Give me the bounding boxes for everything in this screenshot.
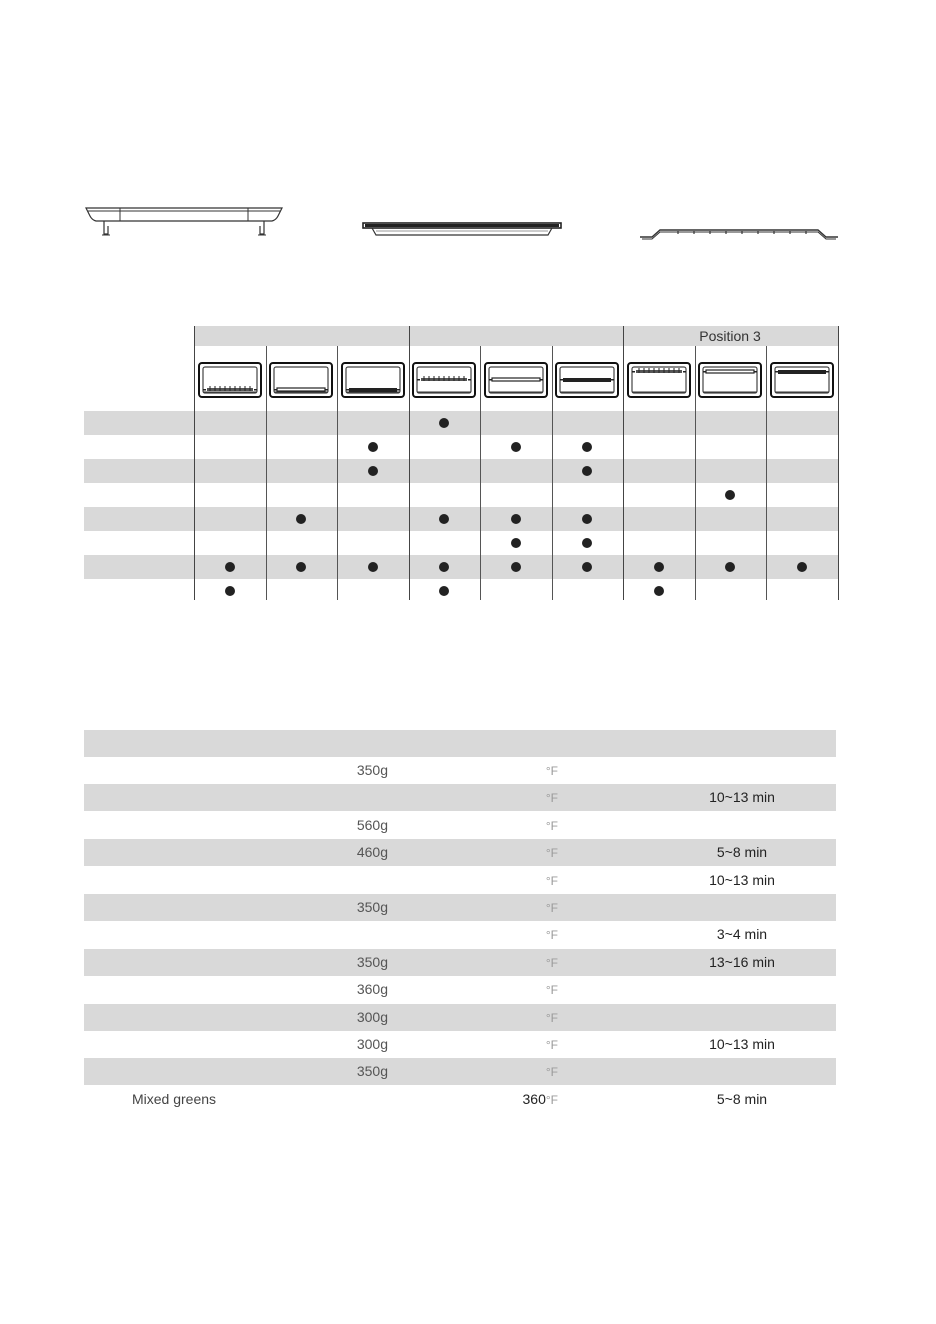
cooking-temperature <box>484 812 558 839</box>
position-mark-dot <box>368 562 378 572</box>
position-group-header-1 <box>194 326 408 346</box>
cooking-time: 10~13 min <box>709 789 775 805</box>
cooking-table-row <box>84 1031 836 1058</box>
temperature-unit: °F <box>545 764 558 778</box>
cooking-temperature <box>484 1058 558 1085</box>
food-weight: 350g <box>356 762 388 778</box>
oven-position-1c-icon <box>341 362 405 398</box>
cooking-temperature <box>484 976 558 1003</box>
cooking-temperature <box>484 894 558 921</box>
temperature-unit: °F <box>545 846 558 860</box>
food-weight: 300g <box>356 1009 388 1025</box>
position-mark-dot <box>368 466 378 476</box>
temperature-unit: °F <box>545 983 558 997</box>
column-divider <box>552 346 553 600</box>
cooking-table-row <box>84 1058 836 1085</box>
position-mark-dot <box>368 442 378 452</box>
position-mark-dot <box>225 586 235 596</box>
column-divider <box>194 326 195 600</box>
rack-position-table <box>84 326 838 600</box>
cooking-temperature <box>484 867 558 894</box>
oven-position-2a-icon <box>412 362 476 398</box>
oven-position-2b-icon <box>484 362 548 398</box>
column-divider <box>480 346 481 600</box>
position-group-header-2 <box>408 326 622 346</box>
temperature-unit: °F <box>545 874 558 888</box>
cooking-time: 3~4 min <box>716 926 768 942</box>
cooking-time: 13~16 min <box>709 954 775 970</box>
position-row <box>84 579 838 603</box>
food-weight: 350g <box>356 1063 388 1079</box>
column-divider <box>766 346 767 600</box>
cooking-table-row <box>84 812 836 839</box>
temperature-unit: °F <box>545 819 558 833</box>
cooking-table-row <box>84 1004 836 1031</box>
cooking-time <box>696 894 788 921</box>
food-weight: 350g <box>356 954 388 970</box>
temperature-unit: °F <box>545 1038 558 1052</box>
position-row <box>84 531 838 555</box>
cooking-time <box>696 1058 788 1085</box>
position-mark-dot <box>511 514 521 524</box>
cooking-time <box>696 1004 788 1031</box>
cooking-table-row <box>84 784 836 811</box>
cooking-time: 5~8 min <box>716 1091 768 1107</box>
accessory-wire-rack <box>638 224 840 242</box>
cooking-table-row <box>84 1086 836 1113</box>
food-weight <box>348 867 388 894</box>
column-divider <box>266 346 267 600</box>
column-divider <box>337 346 338 600</box>
cooking-table-row <box>84 894 836 921</box>
oven-position-2c-icon <box>555 362 619 398</box>
position-mark-dot <box>797 562 807 572</box>
temperature-unit: °F <box>545 928 558 942</box>
cooking-temperature <box>484 784 558 811</box>
oven-position-3a-icon <box>627 362 691 398</box>
cooking-table-header <box>84 730 836 757</box>
temperature-unit: °F <box>545 1093 558 1107</box>
cooking-temperature <box>484 1031 558 1058</box>
food-weight: 460g <box>356 844 388 860</box>
temperature-unit: °F <box>545 1011 558 1025</box>
position-row <box>84 459 838 483</box>
food-weight <box>348 784 388 811</box>
food-weight <box>348 1086 388 1113</box>
cooking-time: 10~13 min <box>709 872 775 888</box>
column-divider <box>695 346 696 600</box>
cooking-time <box>696 812 788 839</box>
position-mark-dot <box>225 562 235 572</box>
position-row <box>84 507 838 531</box>
position-mark-dot <box>511 442 521 452</box>
oven-position-3b-icon <box>698 362 762 398</box>
cooking-temperature <box>484 1004 558 1031</box>
position-row <box>84 435 838 459</box>
position-mark-dot <box>654 562 664 572</box>
food-weight: 560g <box>356 817 388 833</box>
oven-position-1b-icon <box>269 362 333 398</box>
temperature-unit: °F <box>545 956 558 970</box>
oven-position-3c-icon <box>770 362 834 398</box>
cooking-time: 5~8 min <box>716 844 768 860</box>
accessory-baking-tray <box>84 204 284 242</box>
cooking-table-row <box>84 867 836 894</box>
wire-rack-icon <box>638 224 840 242</box>
cooking-temperature <box>484 757 558 784</box>
flat-tray-icon <box>362 220 562 240</box>
accessory-flat-tray <box>362 220 562 240</box>
temperature-unit: °F <box>545 791 558 805</box>
position-mark-dot <box>654 586 664 596</box>
cooking-table-row <box>84 839 836 866</box>
food-weight: 300g <box>356 1036 388 1052</box>
baking-tray-icon <box>84 204 284 242</box>
cooking-temperature <box>484 921 558 948</box>
cooking-temperature <box>484 949 558 976</box>
position-mark-dot <box>511 562 521 572</box>
cooking-table-row <box>84 757 836 784</box>
temperature-unit: °F <box>545 901 558 915</box>
temperature-value: 360 <box>522 1091 546 1107</box>
cooking-table-row <box>84 976 836 1003</box>
temperature-unit: °F <box>545 1065 558 1079</box>
position-mark-dot <box>511 538 521 548</box>
cooking-table-row <box>84 949 836 976</box>
oven-position-1a-icon <box>198 362 262 398</box>
food-weight: 360g <box>356 981 388 997</box>
column-divider <box>623 326 624 600</box>
food-weight: 350g <box>356 899 388 915</box>
position-row <box>84 411 838 435</box>
position-group-header-3: Position 3 <box>699 328 761 344</box>
column-divider <box>409 326 410 600</box>
cooking-time <box>696 976 788 1003</box>
column-divider <box>838 326 839 600</box>
cooking-time: 10~13 min <box>709 1036 775 1052</box>
cooking-table-row <box>84 921 836 948</box>
cooking-temperature <box>484 839 558 866</box>
food-weight <box>348 921 388 948</box>
food-name: Mixed greens <box>132 1091 217 1107</box>
cooking-time <box>696 757 788 784</box>
cooking-temperature <box>484 1086 558 1113</box>
